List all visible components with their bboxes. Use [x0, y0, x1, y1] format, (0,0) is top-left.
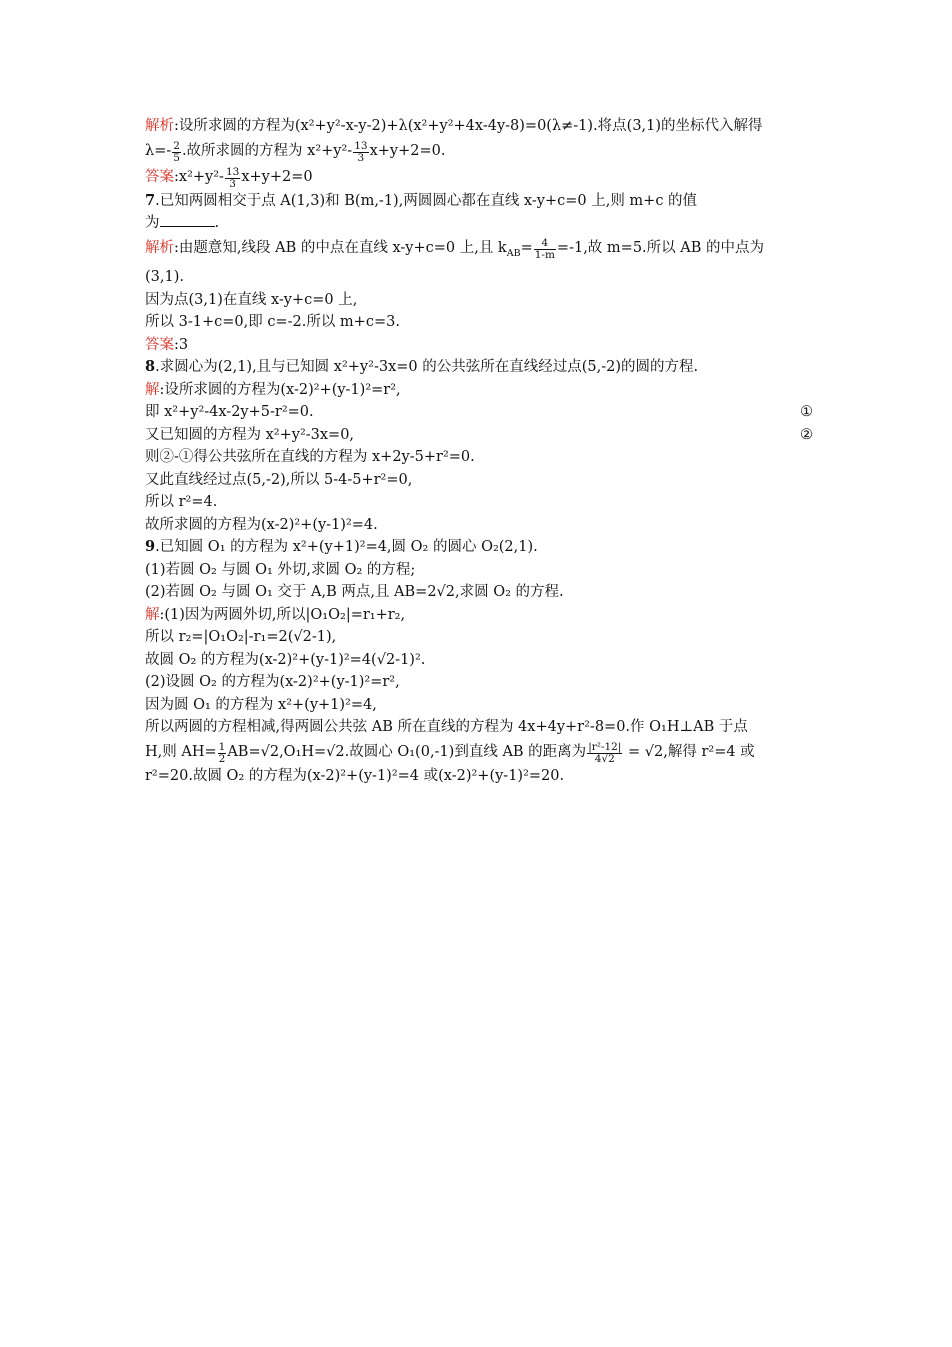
line-text: .故所求圆的方程为 x²+y²-	[181, 142, 353, 159]
problem-text: (1)若圆 O₂ 与圆 O₁ 外切,求圆 O₂ 的方程;	[145, 561, 416, 578]
line-text: x+y+2=0.	[369, 142, 446, 159]
label-solution: 解	[145, 606, 160, 623]
answer-line	[145, 334, 813, 357]
label-analysis: 解析	[145, 118, 174, 134]
solution-line	[145, 138, 813, 164]
label-analysis: 解析	[145, 239, 174, 256]
line-text: (2)设圆 O₂ 的方程为(x-2)²+(y-1)²=r²,	[145, 674, 400, 691]
fraction	[534, 238, 556, 261]
label-answer: 答案	[145, 168, 174, 185]
solution-line	[145, 115, 813, 138]
line-text: λ=-	[145, 142, 172, 159]
solution-line	[145, 469, 813, 492]
denominator: 4√2	[594, 752, 615, 765]
line-text: x+y+2=0	[241, 168, 313, 185]
line-text: 因为圆 O₁ 的方程为 x²+(y+1)²=4,	[145, 696, 377, 713]
fraction	[172, 141, 181, 164]
answer-line	[145, 164, 813, 190]
solution-line	[145, 491, 813, 514]
solution-line	[145, 446, 813, 469]
numerator: |r²-12|	[588, 740, 622, 753]
solution-line	[145, 289, 813, 312]
problem-line	[145, 581, 813, 604]
line-text: 所以两圆的方程相减,得两圆公共弦 AB 所在直线的方程为 4x+4y+r²-8=0.作 O₁H⊥AB 于点	[145, 719, 748, 736]
solution-line	[145, 266, 813, 289]
document-body	[145, 115, 813, 787]
line-text: =	[520, 239, 533, 256]
line-text: :3	[174, 336, 189, 353]
solution-line	[145, 235, 813, 267]
line-text: r²=20.故圆 O₂ 的方程为(x-2)²+(y-1)²=4 或(x-2)²+(y-1)²=20.	[145, 767, 565, 784]
numerator: 2	[173, 139, 180, 152]
problem-text: .已知圆 O₁ 的方程为 x²+(y+1)²=4,圆 O₂ 的圆心 O₂(2,1).	[155, 539, 538, 556]
line-text: :由题意知,线段 AB 的中点在直线 x-y+c=0 上,且 k	[174, 239, 507, 256]
problem-line	[145, 559, 813, 582]
line-text: 所以 r²=4.	[145, 494, 218, 511]
solution-line	[145, 401, 813, 424]
problem-line	[145, 190, 813, 213]
equation-number: ②	[800, 426, 813, 443]
problem-text: .求圆心为(2,1),且与已知圆 x²+y²-3x=0 的公共弦所在直线经过点(5,-2)的圆的方程.	[155, 359, 699, 376]
line-text: 所以 3-1+c=0,即 c=-2.所以 m+c=3.	[145, 314, 400, 331]
denominator: 3	[229, 177, 236, 190]
line-text: H,则 AH=	[145, 743, 217, 760]
problem-line	[145, 356, 813, 379]
line-text: 即 x²+y²-4x-2y+5-r²=0.	[145, 404, 314, 421]
numerator: 1	[218, 740, 226, 753]
solution-line	[145, 626, 813, 649]
subscript: AB	[506, 247, 521, 259]
solution-line	[145, 514, 813, 537]
denominator: 1-m	[534, 248, 555, 261]
line-text: 又已知圆的方程为 x²+y²-3x=0,	[145, 426, 355, 443]
solution-line	[145, 694, 813, 717]
problem-line	[145, 212, 813, 235]
problem-line	[145, 536, 813, 559]
problem-text: 为	[145, 215, 160, 231]
line-text: 则②-①得公共弦所在直线的方程为 x+2y-5+r²=0.	[145, 449, 475, 466]
fraction	[218, 742, 227, 765]
problem-text: (2)若圆 O₂ 与圆 O₁ 交于 A,B 两点,且 AB=2√2,求圆 O₂ 的方程.	[145, 584, 564, 601]
line-text: 因为点(3,1)在直线 x-y+c=0 上,	[145, 291, 358, 308]
solution-line	[145, 716, 813, 739]
solution-line	[145, 424, 813, 447]
line-text: 又此直线经过点(5,-2),所以 5-4-5+r²=0,	[145, 471, 413, 488]
equation-number: ①	[800, 404, 813, 421]
line-text: :设所求圆的方程为(x-2)²+(y-1)²=r²,	[159, 381, 401, 398]
label-solution: 解	[145, 381, 160, 398]
solution-line	[145, 604, 813, 627]
problem-number: 8	[145, 358, 156, 376]
solution-line	[145, 739, 813, 765]
denominator: 2	[218, 752, 226, 765]
label-answer: 答案	[145, 336, 174, 353]
numerator: 13	[225, 165, 240, 178]
numerator: 13	[354, 139, 368, 152]
problem-text: .已知两圆相交于点 A(1,3)和 B(m,-1),两圆圆心都在直线 x-y+c=0 上,则 m+c 的值	[155, 192, 698, 209]
line-text: :x²+y²-	[174, 168, 224, 185]
denominator: 3	[357, 151, 365, 164]
line-text: AB=√2,O₁H=√2.故圆心 O₁(0,-1)到直线 AB 的距离为	[227, 743, 587, 760]
solution-line	[145, 671, 813, 694]
solution-line	[145, 649, 813, 672]
line-text: 所以 r₂=|O₁O₂|-r₁=2(√2-1),	[145, 629, 337, 646]
solution-line	[145, 379, 813, 402]
problem-number: 9	[145, 538, 156, 556]
line-text: :(1)因为两圆外切,所以|O₁O₂|=r₁+r₂,	[159, 606, 406, 623]
fraction	[225, 167, 240, 190]
line-text: :设所求圆的方程为(x²+y²-x-y-2)+λ(x²+y²+4x-4y-8)=0(λ≠-1).将点(3,1)的坐标代入解得	[174, 118, 763, 134]
numerator: 4	[534, 238, 556, 250]
line-text: 故圆 O₂ 的方程为(x-2)²+(y-1)²=4(√2-1)².	[145, 651, 426, 668]
fraction	[353, 141, 368, 164]
problem-number: 7	[145, 191, 156, 209]
solution-line	[145, 765, 813, 788]
problem-text: .	[214, 215, 220, 231]
answer-blank	[160, 214, 215, 227]
fraction	[587, 742, 622, 765]
line-text: = √2,解得 r²=4 或	[623, 743, 755, 760]
solution-line	[145, 311, 813, 334]
line-text: =-1,故 m=5.所以 AB 的中点为	[556, 239, 764, 256]
line-text: (3,1).	[145, 269, 184, 286]
denominator: 5	[173, 151, 180, 164]
line-text: 故所求圆的方程为(x-2)²+(y-1)²=4.	[145, 516, 378, 533]
